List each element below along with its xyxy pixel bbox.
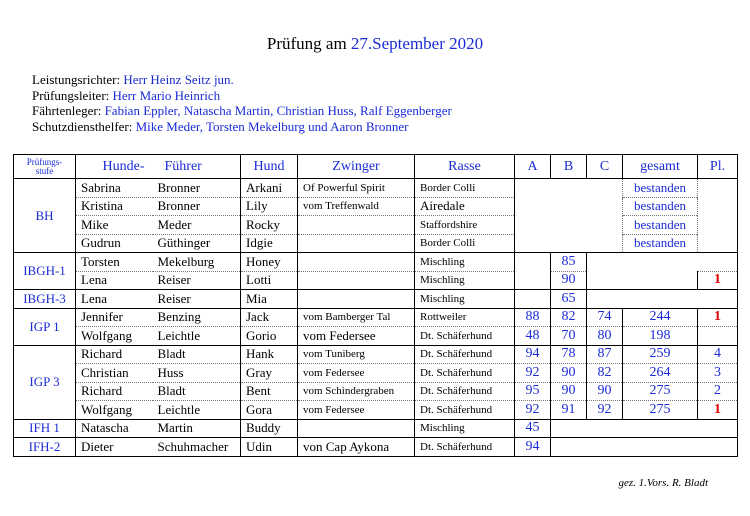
- rasse-cell: Mischling: [415, 271, 515, 290]
- score-c-cell: [587, 419, 623, 438]
- vorname-cell: Kristina: [76, 197, 153, 216]
- header-rasse: Rasse: [415, 155, 515, 179]
- nachname-cell: Reiser: [153, 290, 241, 309]
- pl-cell: [698, 419, 738, 438]
- pl-cell: 3: [698, 364, 738, 383]
- vorname-cell: Mike: [76, 216, 153, 235]
- rasse-cell: Mischling: [415, 253, 515, 272]
- results-table: [13, 154, 738, 457]
- score-a-cell: 94: [515, 438, 551, 457]
- zwinger-cell: vom Federsee: [298, 401, 415, 420]
- stufe-cell: IGP 1: [14, 308, 76, 345]
- table-row: [14, 345, 738, 364]
- gesamt-cell: bestanden: [623, 234, 698, 253]
- gesamt-cell: bestanden: [623, 179, 698, 198]
- zwinger-cell: [298, 419, 415, 438]
- score-b-cell: 70: [551, 327, 587, 346]
- info-label: Leistungsrichter:: [32, 72, 121, 87]
- zwinger-cell: [298, 271, 415, 290]
- hund-cell: Gorio: [241, 327, 298, 346]
- title-prefix: Prüfung am: [266, 34, 351, 53]
- score-b-cell: [551, 419, 587, 438]
- zwinger-cell: [298, 253, 415, 272]
- page-title: [0, 34, 750, 54]
- vorname-cell: Richard: [76, 345, 153, 364]
- vorname-cell: Natascha: [76, 419, 153, 438]
- gesamt-cell: bestanden: [623, 216, 698, 235]
- hund-cell: Hank: [241, 345, 298, 364]
- header-pl: Pl.: [698, 155, 738, 179]
- score-b-cell: 90: [551, 382, 587, 401]
- stufe-cell: IFH 1: [14, 419, 76, 438]
- rasse-cell: Mischling: [415, 419, 515, 438]
- gesamt-cell: 198: [623, 327, 698, 346]
- header-gesamt: gesamt: [623, 155, 698, 179]
- gesamt-cell: 264: [623, 364, 698, 383]
- signature: gez. 1.Vors. R. Bladt: [618, 477, 708, 489]
- zwinger-cell: [298, 216, 415, 235]
- table-row: [14, 438, 738, 457]
- score-a-cell: 94: [515, 345, 551, 364]
- score-a-cell: 95: [515, 382, 551, 401]
- vorname-cell: Lena: [76, 271, 153, 290]
- score-a-cell: 92: [515, 364, 551, 383]
- pl-cell: [698, 438, 738, 457]
- hund-cell: Jack: [241, 308, 298, 327]
- pl-cell: [698, 327, 738, 346]
- nachname-cell: Reiser: [153, 271, 241, 290]
- nachname-cell: Bronner: [157, 179, 201, 195]
- nachname-cell: Leichtle: [153, 327, 241, 346]
- gesamt-cell: [623, 253, 698, 290]
- table-row: [14, 401, 738, 420]
- score-a-cell: 48: [515, 327, 551, 346]
- nachname-cell: Huss: [153, 364, 241, 383]
- info-label: Fährtenleger:: [32, 103, 102, 118]
- vorname-cell: Gudrun: [76, 234, 153, 253]
- pl-cell: 1: [698, 308, 738, 327]
- stufe-cell: BH: [14, 179, 76, 253]
- score-a-cell: [515, 179, 551, 253]
- score-c-cell: 87: [587, 345, 623, 364]
- header-zwinger: Zwinger: [298, 155, 415, 179]
- rasse-cell: Dt. Schäferhund: [415, 438, 515, 457]
- pl-cell: 1: [698, 401, 738, 420]
- zwinger-cell: [298, 234, 415, 253]
- zwinger-cell: vom Federsee: [298, 364, 415, 383]
- vorname-cell: Wolfgang: [76, 327, 153, 346]
- title-date: 27.September 2020: [350, 34, 484, 53]
- info-label: Prüfungsleiter:: [32, 87, 110, 103]
- info-value: Fabian Eppler, Natascha Martin, Christian Huss, Ralf Eggenberger: [104, 103, 452, 118]
- hund-cell: Honey: [241, 253, 298, 272]
- score-c-cell: [587, 290, 623, 309]
- zwinger-cell: vom Schindergraben: [298, 382, 415, 401]
- table-row: [14, 179, 738, 198]
- hund-cell: Gray: [241, 364, 298, 383]
- score-a-cell: [515, 290, 551, 309]
- info-value: Herr Heinz Seitz jun.: [123, 72, 234, 87]
- pl-cell: [698, 290, 738, 309]
- rasse-cell: Dt. Schäferhund: [415, 401, 515, 420]
- header-hund: Hund: [241, 155, 298, 179]
- gesamt-cell: 244: [623, 308, 698, 327]
- header-hundefuehrer-1: Hunde-: [76, 155, 153, 179]
- score-b-cell: 90: [551, 271, 587, 290]
- info-row-schutzdienst: [32, 119, 452, 135]
- hund-cell: Bent: [241, 382, 298, 401]
- vorname-cell: Dieter: [76, 438, 153, 457]
- table-header-row: [14, 155, 738, 179]
- score-a-cell: [515, 253, 551, 290]
- score-c-cell: 74: [587, 308, 623, 327]
- gesamt-cell: [623, 290, 698, 309]
- hund-cell: Udin: [241, 438, 298, 457]
- gesamt-cell: 259: [623, 345, 698, 364]
- nachname-cell: Mekelburg: [153, 253, 241, 272]
- zwinger-cell: vom Federsee: [298, 327, 415, 346]
- score-b-cell: [551, 438, 587, 457]
- nachname-cell: Benzing: [153, 308, 241, 327]
- officials-info: [32, 72, 452, 134]
- table-row: [14, 419, 738, 438]
- rasse-cell: Dt. Schäferhund: [415, 327, 515, 346]
- score-c-cell: 80: [587, 327, 623, 346]
- score-c-cell: 92: [587, 401, 623, 420]
- zwinger-cell: Of Powerful Spirit: [298, 179, 415, 198]
- score-c-cell: [587, 179, 623, 253]
- vorname-cell: Wolfgang: [76, 401, 153, 420]
- score-b-cell: 91: [551, 401, 587, 420]
- info-row-leiter: [32, 88, 452, 104]
- score-c-cell: 82: [587, 364, 623, 383]
- rasse-cell: Dt. Schäferhund: [415, 345, 515, 364]
- gesamt-cell: 275: [623, 382, 698, 401]
- gesamt-cell: [623, 438, 698, 457]
- nachname-cell: Bladt: [153, 345, 241, 364]
- table-row: [14, 197, 738, 216]
- score-a-cell: 92: [515, 401, 551, 420]
- stufe-cell: IFH-2: [14, 438, 76, 457]
- rasse-cell: Dt. Schäferhund: [415, 364, 515, 383]
- rasse-cell: Rottweiler: [415, 308, 515, 327]
- header-c: C: [587, 155, 623, 179]
- pl-cell: 2: [698, 382, 738, 401]
- rasse-cell: Airedale: [415, 197, 515, 216]
- table-row: [14, 253, 738, 272]
- rasse-cell: Border Colli: [415, 234, 515, 253]
- info-row-faehrtenleger: [32, 103, 452, 119]
- hund-cell: Idgie: [241, 234, 298, 253]
- nachname-cell: Martin: [153, 419, 241, 438]
- info-value: Herr Mario Heinrich: [112, 87, 221, 103]
- hund-cell: Arkani: [241, 179, 298, 198]
- pl-cell: 1: [698, 271, 738, 290]
- table-row: [14, 382, 738, 401]
- zwinger-cell: [298, 290, 415, 309]
- gesamt-cell: 275: [623, 401, 698, 420]
- nachname-cell: Meder: [153, 216, 241, 235]
- vorname-cell: Torsten: [76, 253, 153, 272]
- table-row: [14, 290, 738, 309]
- header-pruefungsstufe: Prüfungs- stufe: [14, 155, 76, 179]
- header-b: B: [551, 155, 587, 179]
- score-b-cell: 85: [551, 253, 587, 272]
- score-b-cell: 82: [551, 308, 587, 327]
- rasse-cell: Dt. Schäferhund: [415, 382, 515, 401]
- table-row: [14, 327, 738, 346]
- score-c-cell: 90: [587, 382, 623, 401]
- zwinger-cell: vom Bamberger Tal: [298, 308, 415, 327]
- rasse-cell: Border Colli: [415, 179, 515, 198]
- score-b-cell: 65: [551, 290, 587, 309]
- table-row: [14, 364, 738, 383]
- nachname-cell: Bladt: [153, 382, 241, 401]
- score-c-cell: [587, 438, 623, 457]
- score-b-cell: [551, 179, 587, 253]
- hund-cell: Rocky: [241, 216, 298, 235]
- hund-cell: Mia: [241, 290, 298, 309]
- vorname-cell: Christian: [76, 364, 153, 383]
- info-label: Schutzdiensthelfer:: [32, 118, 133, 134]
- vorname-cell: Richard: [76, 382, 153, 401]
- stufe-cell: IBGH-1: [14, 253, 76, 290]
- zwinger-cell: von Cap Aykona: [298, 438, 415, 457]
- nachname-cell: Schuhmacher: [153, 438, 241, 457]
- vorname-cell: Sabrina: [76, 179, 153, 198]
- pl-cell: [698, 253, 738, 272]
- stufe-cell: IGP 3: [14, 345, 76, 419]
- score-a-cell: 45: [515, 419, 551, 438]
- nachname-cell: Bronner: [153, 197, 241, 216]
- header-a: A: [515, 155, 551, 179]
- info-value: Mike Meder, Torsten Mekelburg und Aaron Bronner: [135, 118, 409, 134]
- zwinger-cell: vom Tuniberg: [298, 345, 415, 364]
- zwinger-cell: vom Treffenwald: [298, 197, 415, 216]
- rasse-cell: Mischling: [415, 290, 515, 309]
- nachname-cell: Güthinger: [153, 234, 241, 253]
- pl-cell: 4: [698, 345, 738, 364]
- score-b-cell: 78: [551, 345, 587, 364]
- score-a-cell: 88: [515, 308, 551, 327]
- header-hundefuehrer-2: Führer: [153, 155, 241, 179]
- nachname-cell: Leichtle: [153, 401, 241, 420]
- table-row: [14, 234, 738, 253]
- hund-cell: Lily: [241, 197, 298, 216]
- stufe-cell: IBGH-3: [14, 290, 76, 309]
- vorname-cell: Lena: [76, 290, 153, 309]
- vorname-cell: Jennifer: [76, 308, 153, 327]
- gesamt-cell: bestanden: [623, 197, 698, 216]
- table-row: [14, 216, 738, 235]
- rasse-cell: Staffordshire: [415, 216, 515, 235]
- hund-cell: Buddy: [241, 419, 298, 438]
- score-b-cell: 90: [551, 364, 587, 383]
- info-row-richter: [32, 72, 452, 88]
- gesamt-cell: [623, 419, 698, 438]
- table-row: [14, 308, 738, 327]
- score-c-cell: [587, 253, 623, 290]
- pl-cell: [698, 179, 738, 253]
- hund-cell: Gora: [241, 401, 298, 420]
- hund-cell: Lotti: [241, 271, 298, 290]
